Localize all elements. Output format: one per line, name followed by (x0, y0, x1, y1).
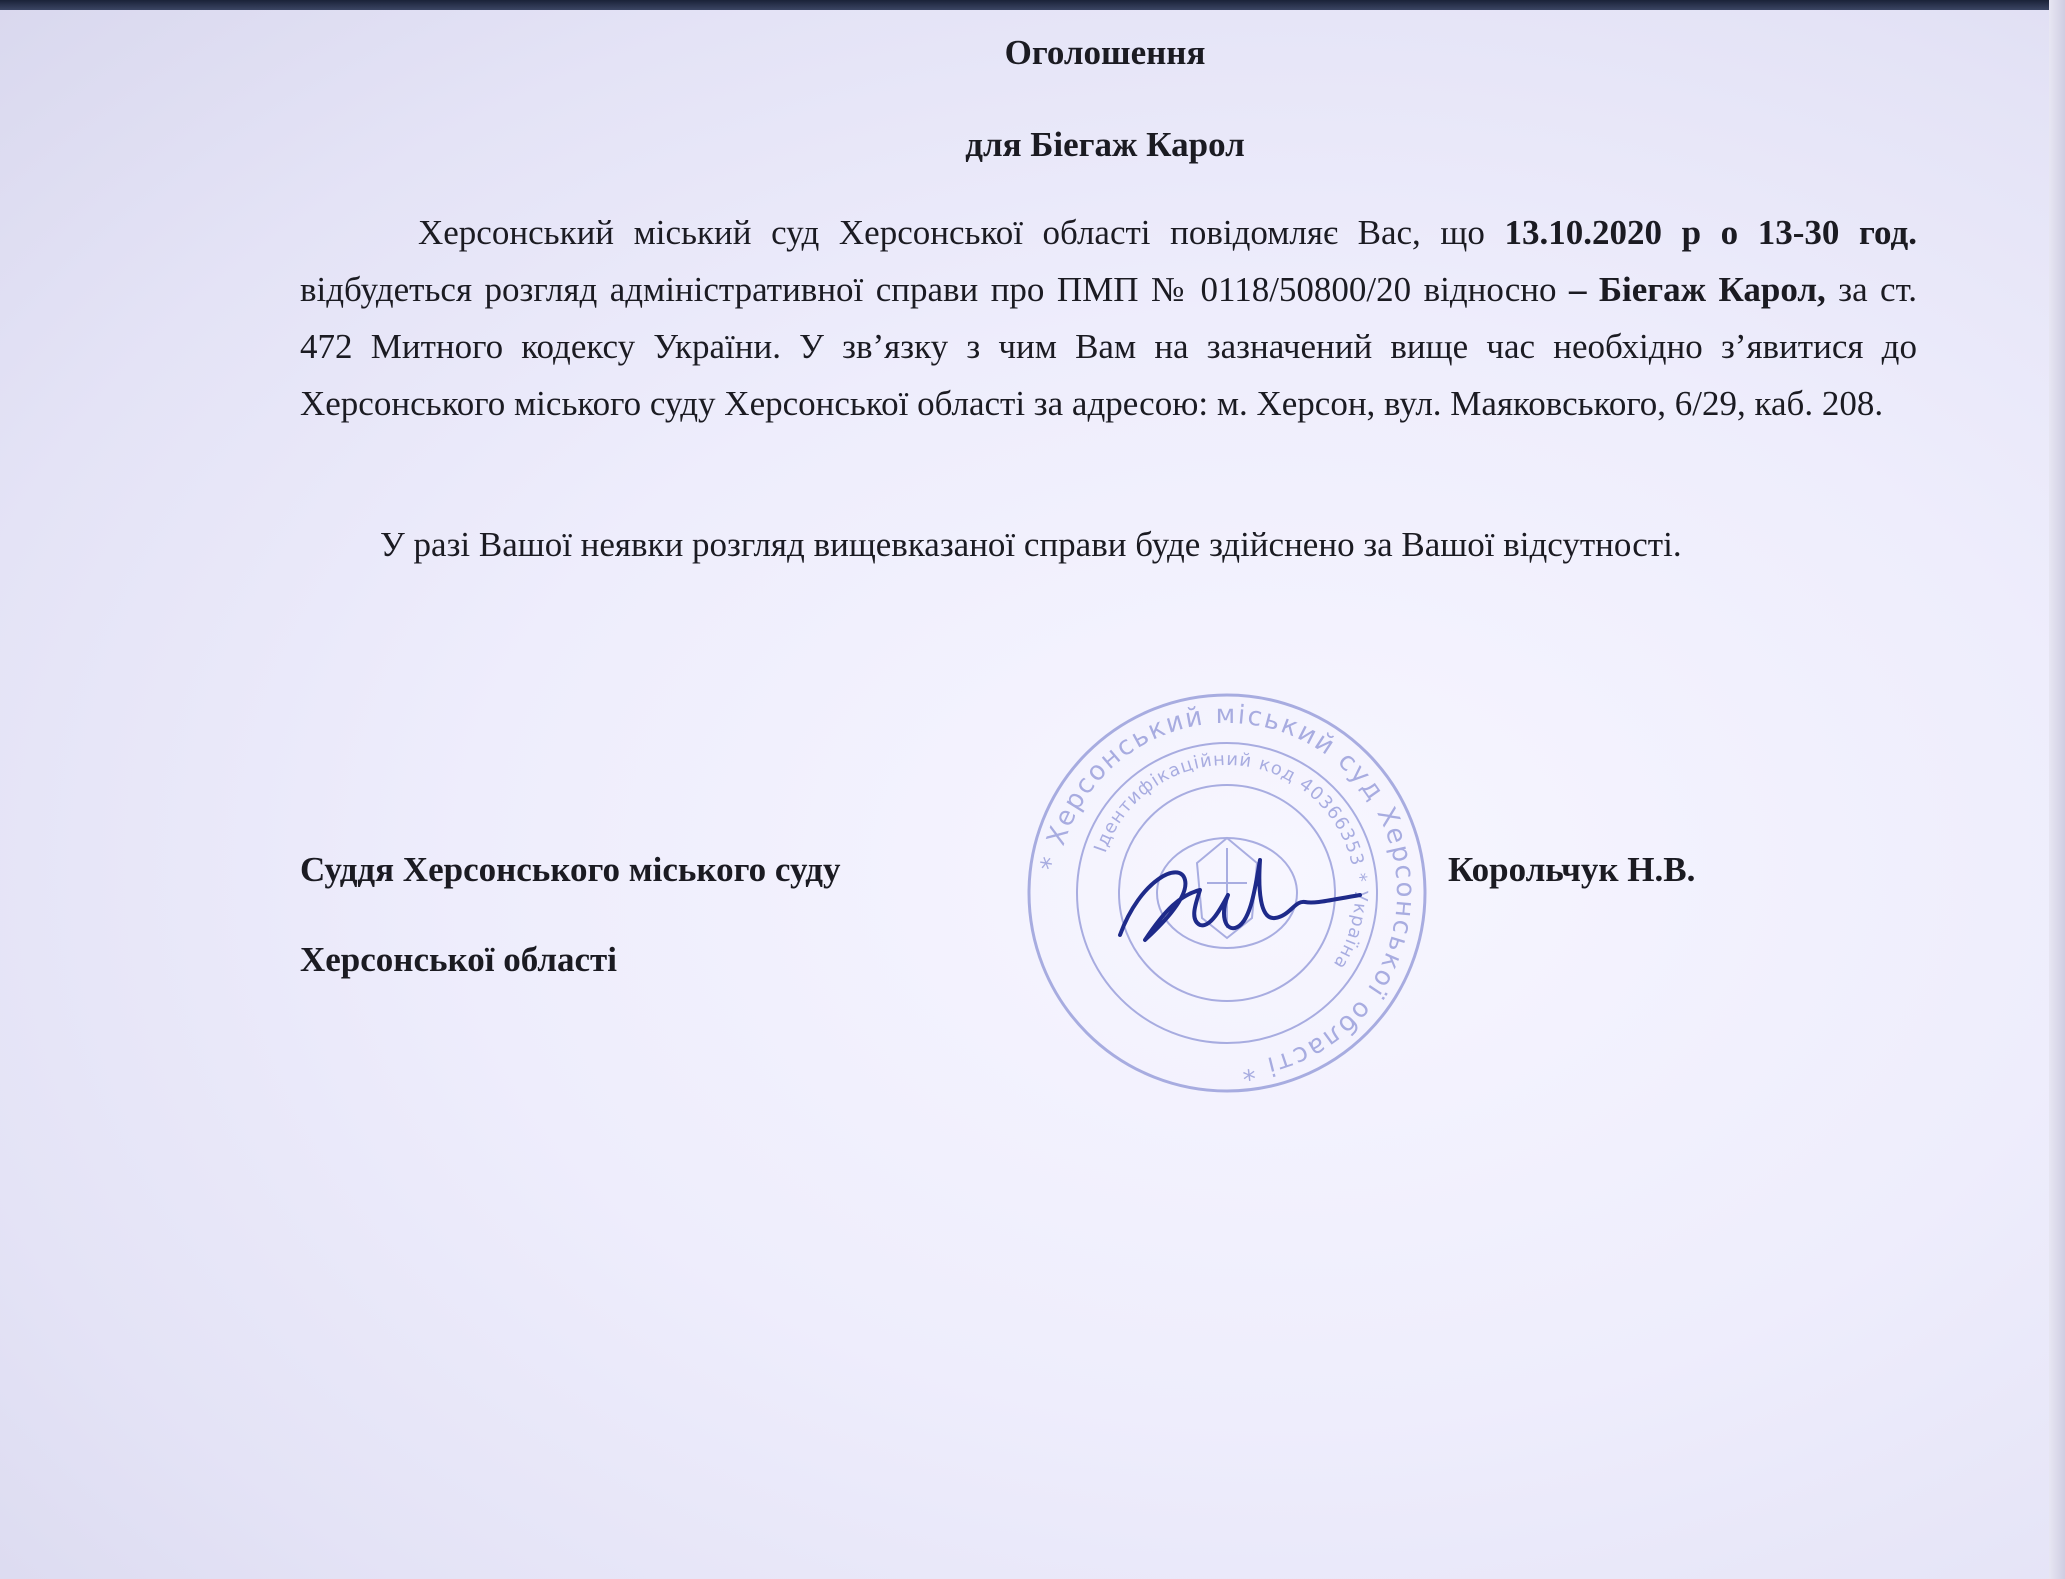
person-name: – Бiегаж Карол, (1568, 270, 1826, 309)
paragraph-main-part2: відбудеться розгляд адміністративної справи про ПМП № 0118/50800/20 відносно (300, 270, 1569, 309)
right-edge-shadow (2049, 0, 2065, 1579)
judge-name: Корольчук Н.В. (1448, 850, 1696, 889)
stamp-outer-text: * Херсонський міський суд Херсонської області * (1035, 699, 1421, 1086)
paragraph-absence-notice: У разі Вашої неявки розгляд вищевказаної справи буде здійснено за Вашої відсутності. (380, 525, 1682, 564)
paragraph-main-part3: за ст. 472 Митного кодексу України. У зв’язку з чим Вам на зазначений вище час необхідно з’явитися до Херсонського міського суду Херсонської області за адресою: м. Херсон, вул. Маяковського, 6/29, каб. 208. (300, 270, 1917, 423)
stamp-inner-text: Ідентифікаційний код 40366353 * Україна (1090, 748, 1372, 974)
judge-position-line2: Херсонської області (300, 940, 617, 979)
paragraph-main (300, 204, 1917, 432)
hearing-date: 13.10.2020 р о 13-30 год. (1504, 213, 1917, 252)
judge-position-line1: Суддя Херсонського міського суду (300, 850, 841, 889)
document-addressee: для Бiегаж Карол (965, 125, 1245, 164)
paragraph-main-part1: Херсонський міський суд Херсонської області повідомляє Вас, що (418, 213, 1505, 252)
document-title: Оголошення (1004, 33, 1206, 72)
judge-signature (1110, 840, 1370, 960)
top-edge-shadow (0, 0, 2065, 10)
